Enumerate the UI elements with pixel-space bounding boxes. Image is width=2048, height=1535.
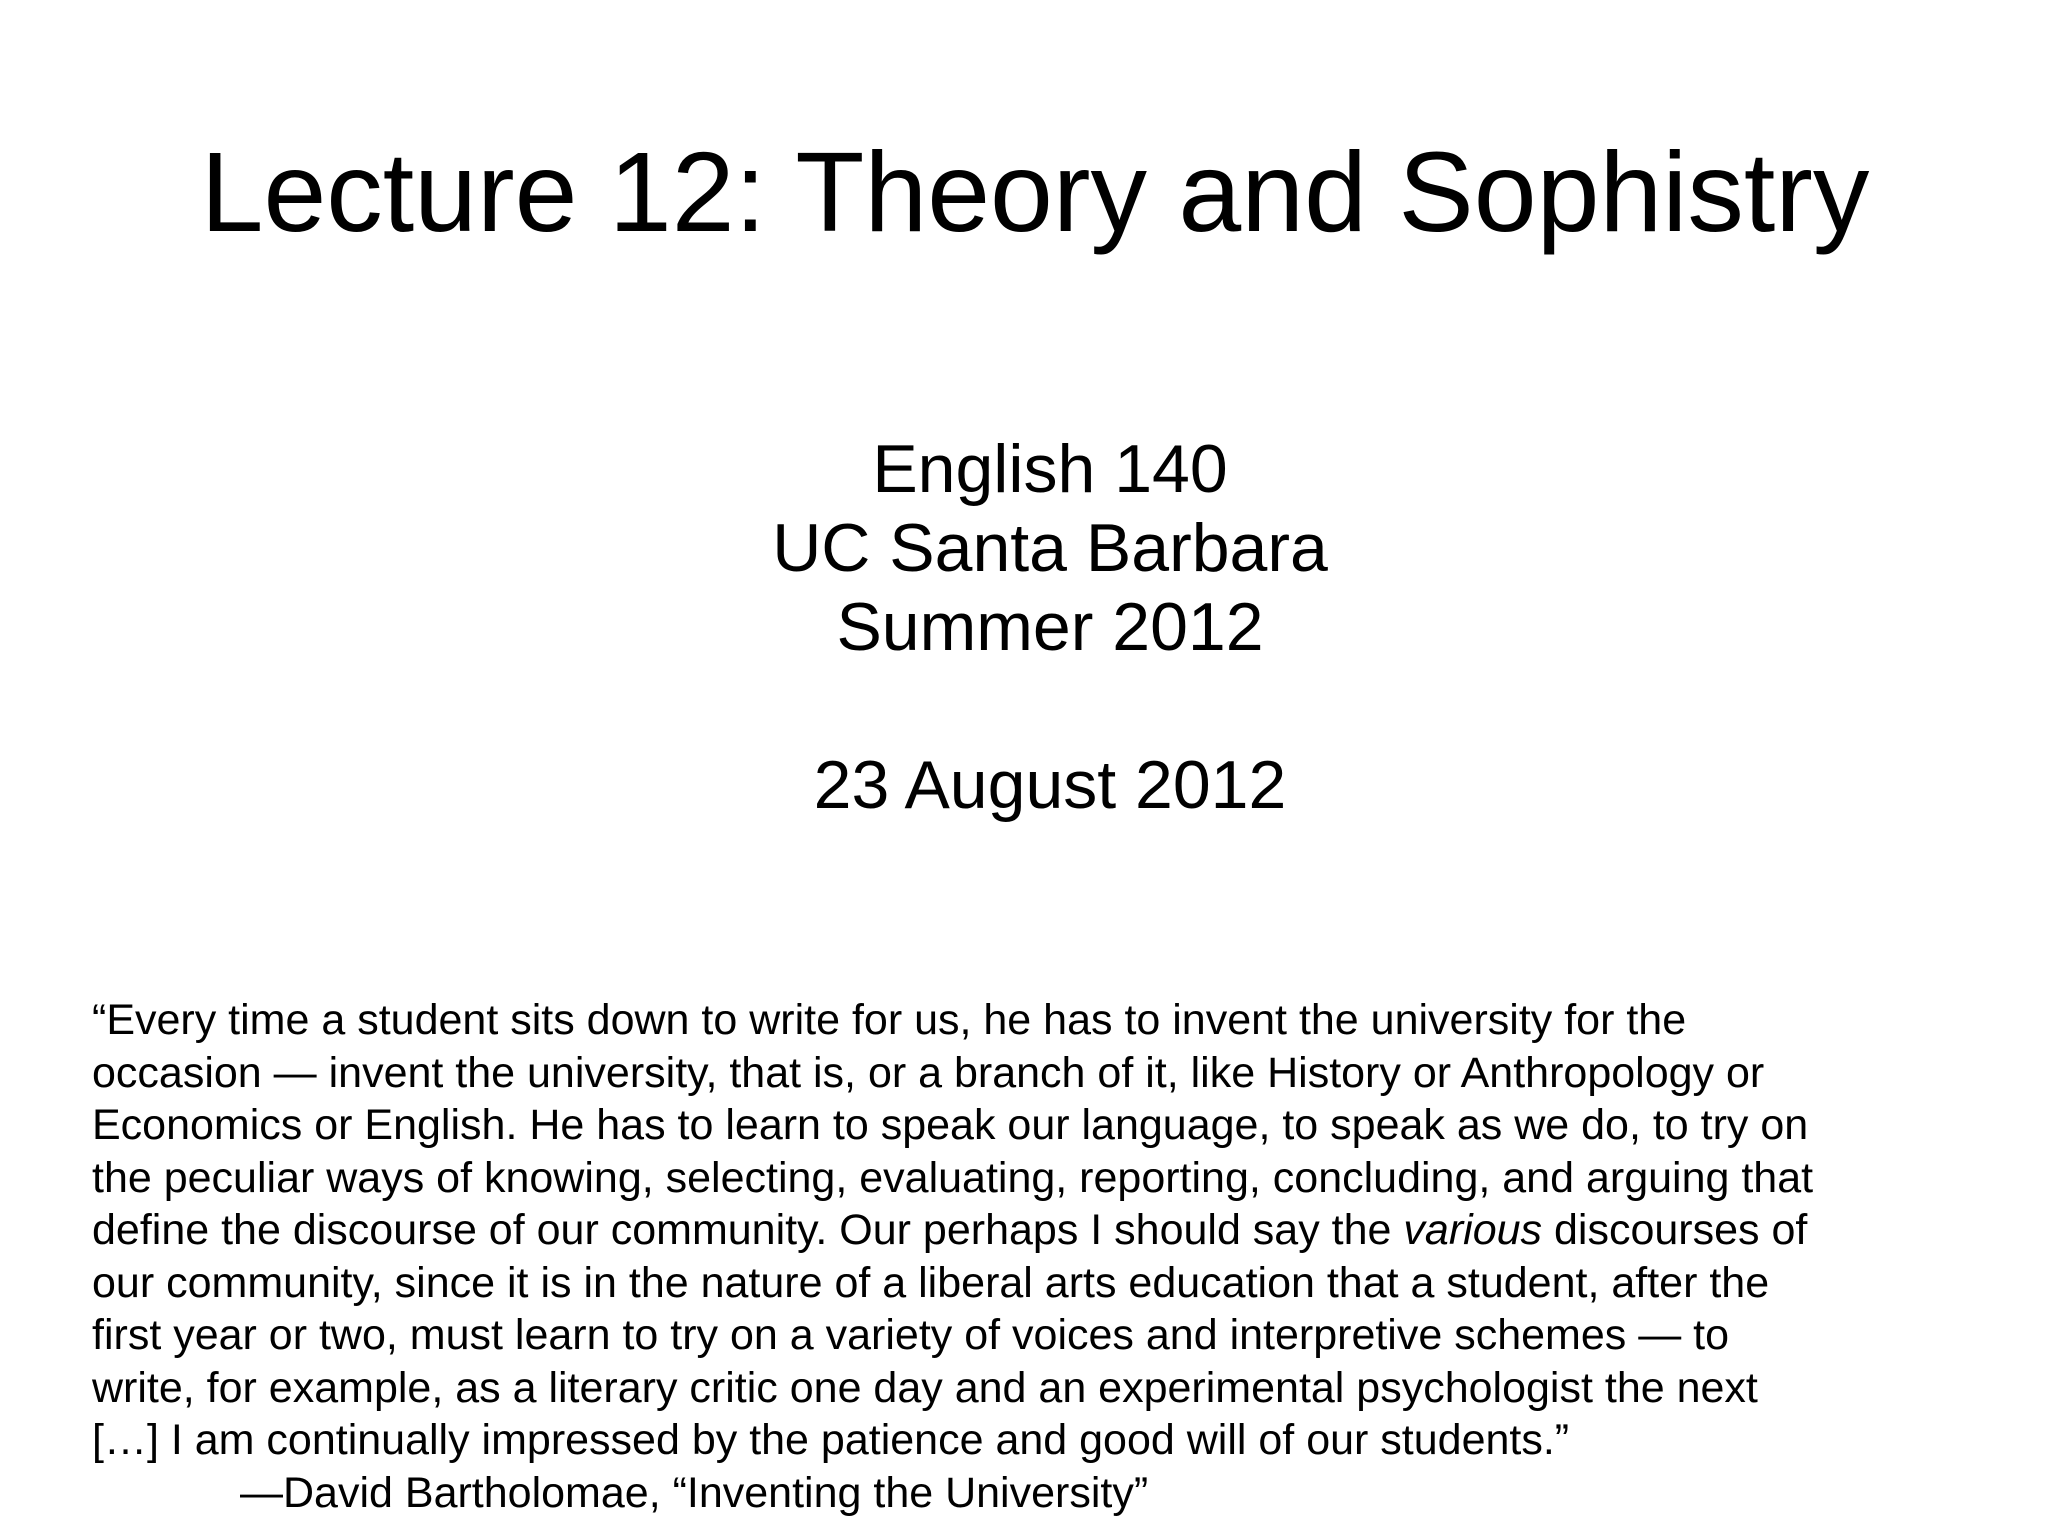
quote-line: “Every time a student sits down to write for us, he has to invent the university for the — [92, 996, 1687, 1044]
slide-title: Lecture 12: Theory and Sophistry — [200, 129, 1870, 255]
quote-line: write, for example, as a literary critic one day and an experimental psychologist the next — [92, 1363, 1758, 1412]
lecture-date: 23 August 2012 — [813, 747, 1287, 823]
course-name: English 140 — [872, 431, 1228, 507]
course-info — [0, 430, 2048, 825]
quote-line: first year or two, must learn to try on a variety of voices and interpretive schemes — to — [92, 1311, 1730, 1359]
term: Summer 2012 — [836, 589, 1264, 665]
quote-line: the peculiar ways of knowing, selecting, evaluating, reporting, concluding, and arguing that — [92, 1153, 1814, 1202]
quote-line: Economics or English. He has to learn to speak our language, to speak as we do, to try on — [92, 1101, 1809, 1149]
quote-text: define the discourse of our community. Our perhaps I should say the — [92, 1206, 1404, 1254]
quote-line: […] I am continually impressed by the patience and good will of our students.” — [92, 1416, 1570, 1464]
quote-emphasis: various — [1403, 1206, 1543, 1254]
institution: UC Santa Barbara — [772, 510, 1328, 586]
quote-attribution: —David Bartholomae, “Inventing the University” — [240, 1468, 1149, 1517]
quote-line: our community, since it is in the nature of a liberal arts education that a student, after the — [92, 1258, 1770, 1307]
quote-text: discourses of — [1542, 1206, 1808, 1254]
quote-line: occasion — invent the university, that is, or a branch of it, like History or Anthropology or — [92, 1048, 1765, 1097]
epigraph-quote — [92, 994, 2032, 1519]
spacer — [0, 667, 2048, 746]
quote-line — [92, 1204, 2032, 1257]
